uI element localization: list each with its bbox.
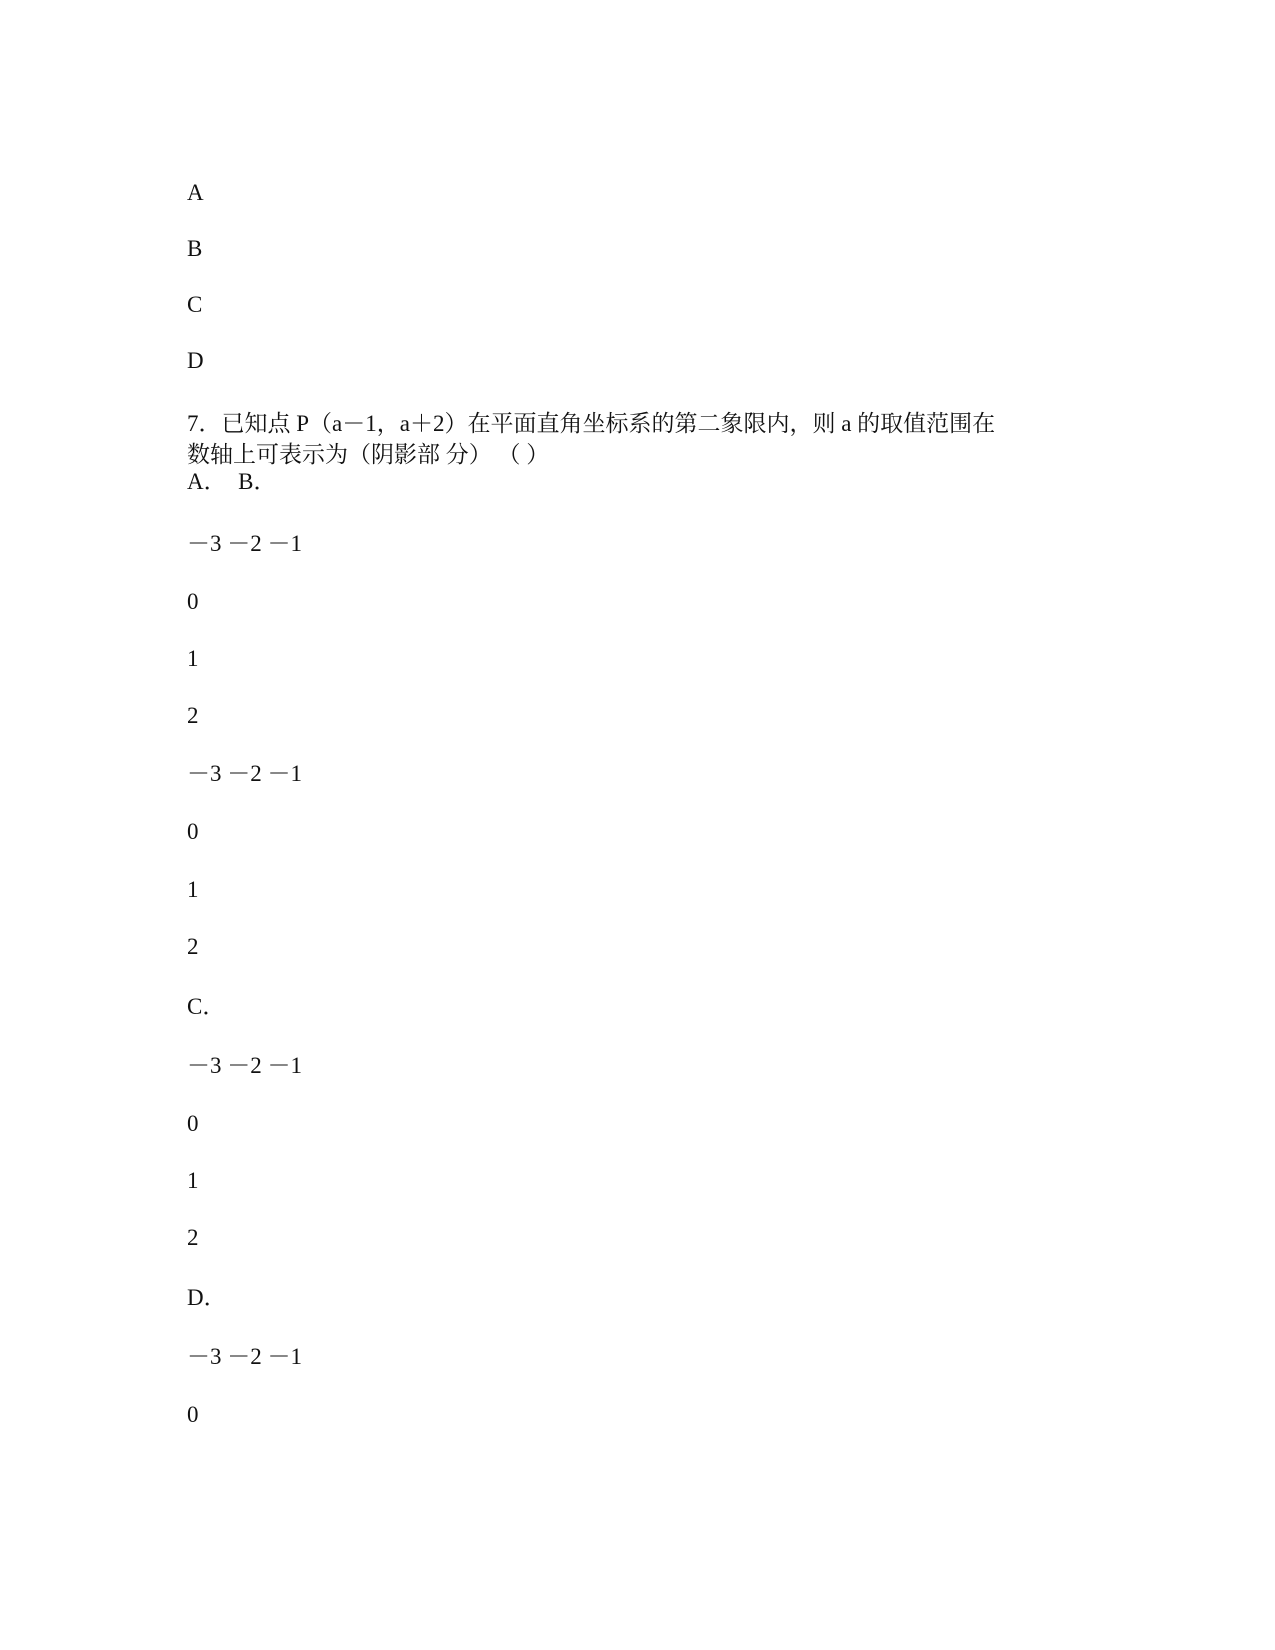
question-7-line-2: 数轴上可表示为（阴影部 分） （ ） xyxy=(187,442,550,467)
axis-b-two-label: 2 xyxy=(187,934,199,959)
option-label-c-choice: C． xyxy=(187,994,226,1019)
option-label-c: C xyxy=(187,292,203,317)
axis-b-negative-labels: －3 －2 －1 xyxy=(187,761,302,786)
axis-a-zero-label: 0 xyxy=(187,589,199,614)
option-label-d-choice: D． xyxy=(187,1285,227,1310)
axis-a-one-label: 1 xyxy=(187,646,199,671)
axis-d-negative-labels: －3 －2 －1 xyxy=(187,1344,302,1369)
axis-d-zero-label: 0 xyxy=(187,1402,199,1427)
axis-c-negative-labels: －3 －2 －1 xyxy=(187,1053,302,1078)
option-label-b: B xyxy=(187,236,203,261)
axis-b-one-label: 1 xyxy=(187,877,199,902)
option-label-a: A xyxy=(187,180,204,205)
option-label-d: D xyxy=(187,348,204,373)
axis-a-negative-labels: －3 －2 －1 xyxy=(187,531,302,556)
question-7-text xyxy=(187,408,1087,470)
axis-a-two-label: 2 xyxy=(187,703,199,728)
option-label-ab: A． B． xyxy=(187,469,277,494)
question-7-line-1: 7．已知点 P（a－1，a＋2）在平面直角坐标系的第二象限内，则 a 的取值范围在 xyxy=(187,411,996,436)
axis-b-zero-label: 0 xyxy=(187,819,199,844)
axis-c-two-label: 2 xyxy=(187,1225,199,1250)
axis-c-one-label: 1 xyxy=(187,1168,199,1193)
axis-c-zero-label: 0 xyxy=(187,1111,199,1136)
